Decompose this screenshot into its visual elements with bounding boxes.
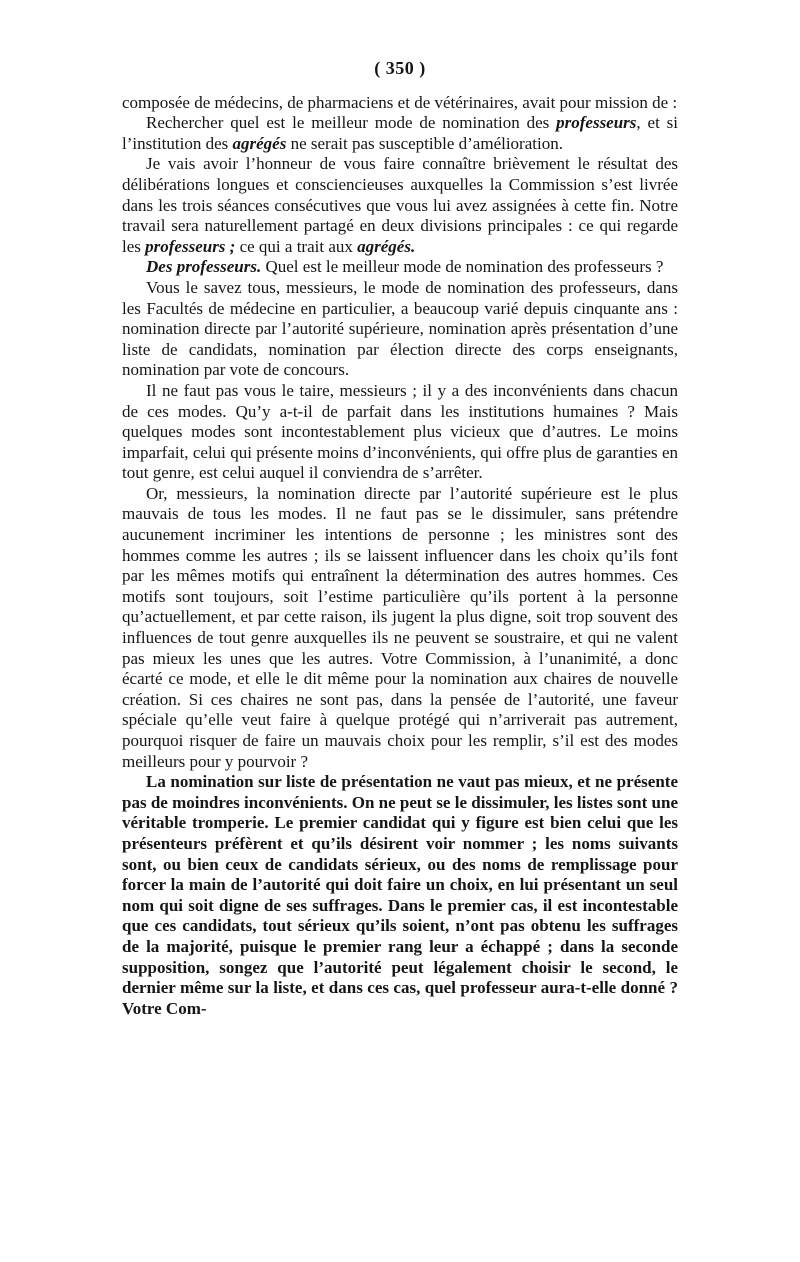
paragraph-text: ne serait pas susceptible d’amélioration. [286, 133, 563, 153]
paragraph-2 [122, 113, 678, 154]
paragraph-text: Rechercher quel est le meilleur mode de nomination des [146, 113, 557, 133]
paragraph-5 [122, 278, 678, 381]
paragraph-4 [122, 257, 678, 278]
emphasis-text: professeurs ; [145, 236, 236, 256]
paragraph-text: Quel est le meilleur mode de nomination des professeurs ? [261, 257, 664, 277]
body-text [122, 93, 678, 1020]
emphasis-text: professeurs [556, 113, 637, 133]
paragraph-text: composée de médecins, de pharmaciens et de vétérinaires, avait pour mission de : [122, 92, 678, 112]
paragraph-6 [122, 381, 678, 484]
paragraph-text: La nomination sur liste de présentation ne vaut pas mieux, et ne présente pas de moindres inconvénients. On ne peut se le dissimuler, les listes sont une véritable tromperie. Le premier candidat qui y figure est bien celui que les présenteurs préfèrent et qu’ils désirent voir nommer ; les noms suivants sont, ou bien ceux de candidats sérieux, ou des noms de remplissage pour forcer la main de l’autorité qui doit faire un choix, en lui présentant un seul nom qui soit digne de ses suffrages. Dans le premier cas, il est incontestable que ces candidats, tout sérieux qu’ils soient, n’ont pas obtenu les suffrages de la majorité, puisque le premier rang leur a échappé ; dans la seconde supposition, songez que l’autorité peut légalement choisir le second, le dernier même sur la liste, et dans ces cas, quel professeur aura-t-elle donné ? Votre Com- [122, 772, 678, 1018]
paragraph-3 [122, 154, 678, 257]
paragraph-1 [122, 93, 678, 114]
page-number: ( 350 ) [374, 58, 426, 78]
emphasis-text: agrégés [232, 133, 287, 153]
paragraph-7 [122, 484, 678, 772]
document-page [122, 58, 678, 1019]
emphasis-text: agrégés. [357, 236, 416, 256]
paragraph-text: Or, messieurs, la nomination directe par l’autorité supérieure est le plus mauvais de tous les modes. Il ne faut pas se le dissimuler, sans prétendre aucunement incriminer les intentions de personne ; les ministres sont des hommes comme les autres ; ils se laissent influencer dans les choix qu’ils font par les mêmes motifs qui entraînent la détermination des autres hommes. Ces motifs sont toujours, soit l’estime particulière qu’ils portent à la personne qu’actuellement, et par cette raison, ils jugent la plus digne, soit trop souvent des influences de tout genre auxquelles ils ne peuvent se soustraire, et qui ne valent pas mieux les unes que les autres. Votre Commission, à l’unanimité, a donc écarté ce mode, et elle le dit même pour la nomination aux chaires de nouvelle création. Si ces chaires ne sont pas, dans la pensée de l’autorité, une faveur spéciale qu’elle veut faire à quelque protégé qui n’arriverait pas autrement, pourquoi risquer de faire un mauvais choix pour les remplir, s’il est des modes meilleurs pour y pourvoir ? [122, 483, 678, 771]
paragraph-text: Je vais avoir l’honneur de vous faire connaître brièvement le résultat des délibérations longues et consciencieuses auxquelles la Commission s’est livrée dans les trois séances consécutives que vous lui avez assignées à cette fin. Notre travail sera naturellement partagé en deux divisions principales : ce qui regarde les [122, 154, 678, 256]
paragraph-text: Vous le savez tous, messieurs, le mode de nomination des professeurs, dans les Facultés de médecine en particulier, a beaucoup varié depuis cinquante ans : nomination directe par l’autorité supérieure, nomination après présentation d’une liste de candidats, nomination par élection directe des corps enseignants, nomination par vote de concours. [122, 277, 678, 380]
paragraph-text: Il ne faut pas vous le taire, messieurs ; il y a des inconvénients dans chacun de ces modes. Qu’y a-t-il de parfait dans les institutions humaines ? Mais quelques modes sont incontestablement plus vicieux que d’autres. Le moins imparfait, celui qui présente moins d’inconvénients, qui offre plus de garanties en tout genre, est celui auquel il conviendra de s’arrêter. [122, 380, 678, 483]
emphasis-text: Des professeurs. [146, 257, 262, 277]
paragraph-8 [122, 772, 678, 1019]
paragraph-text: ce qui a trait aux [235, 236, 358, 256]
paragraph-text: , et si l’institution des [122, 113, 679, 153]
